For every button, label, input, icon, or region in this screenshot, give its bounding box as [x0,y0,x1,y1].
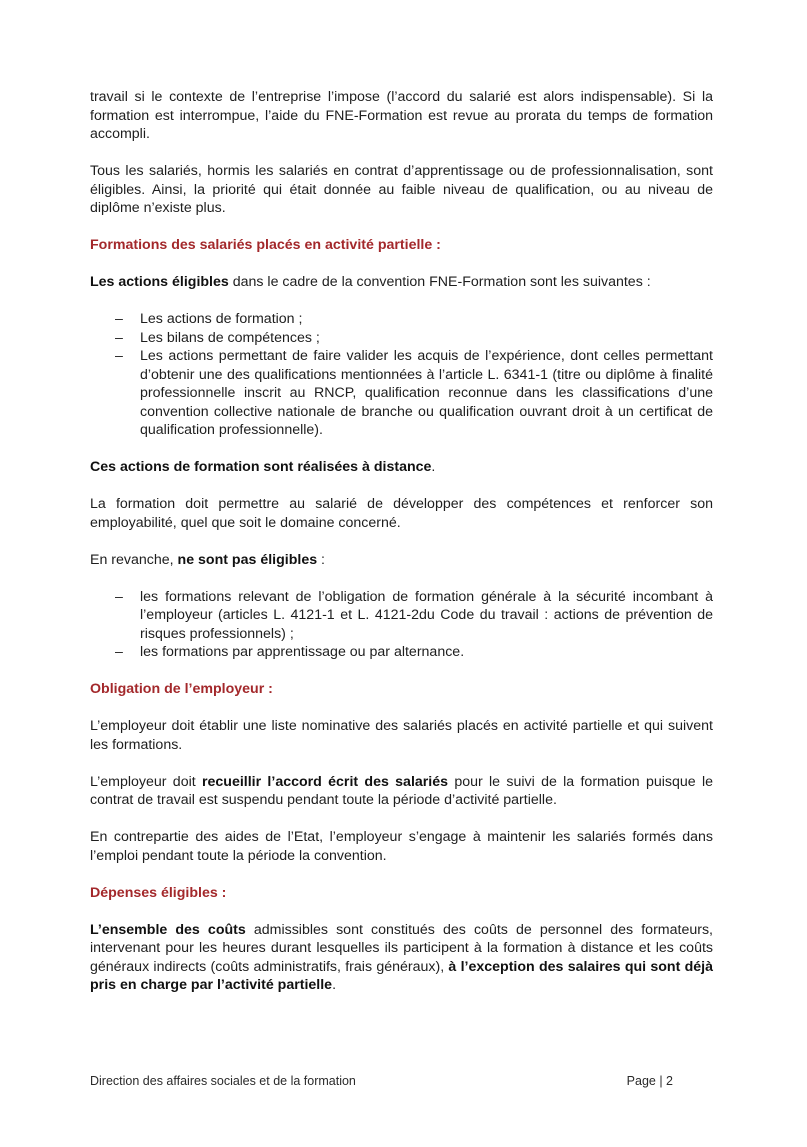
not-eligible-bold: ne sont pas éligibles [177,551,318,568]
distance-statement [90,458,713,477]
section-heading-activite-partielle: Formations des salariés placés en activité partielle : [90,237,441,253]
eligible-actions-intro [90,273,713,292]
depenses-mid: admissibles sont constitués des coûts de personnel des formateurs, intervenant pour les heures durant lesquelles ils participent à la formation à distance et les coûts généraux indirects (coûts administratifs, frais généraux), [90,921,713,975]
list-item: – les formations relevant de l’obligation de formation générale à la sécurité incombant à l’employeur (articles L. 4121-1 et L. 4121-2du Code du travail : actions de prévention de risques professionnels) ; [90,588,713,644]
section-heading-depenses: Dépenses éligibles : [90,884,227,901]
footer-department: Direction des affaires sociales et de la formation [90,1074,356,1088]
obligation-p2-post: pour le suivi de la formation puisque le contrat de travail est suspendu pendant toute la période d’activité partielle. [90,773,713,808]
distance-statement-end: . [431,459,436,475]
page-content [90,88,713,1013]
development-paragraph: La formation doit permettre au salarié de développer des compétences et renforcer son employabilité, quel que soit le domaine concerné. [90,496,713,531]
list-item: – Les bilans de compétences ; [90,329,713,348]
depenses-bold-2: à l’exception des salaires qui sont déjà pris en charge par l’activité partielle [90,958,713,993]
not-eligible-list [90,588,713,662]
obligation-paragraph-3: En contrepartie des aides de l’Etat, l’employeur s’engage à maintenir les salariés formés dans l’emploi pendant toute la période la convention. [90,829,713,864]
obligation-paragraph-1: L’employeur doit établir une liste nominative des salariés placés en activité partielle et qui suivent les formations. [90,718,713,753]
intro-paragraph-1: travail si le contexte de l’entreprise l’impose (l’accord du salarié est alors indispensable). Si la formation est interrompue, l’aide du FNE-Formation est revue au prorata du temps de formation accompli. [90,89,713,142]
depenses-end: . [332,977,337,993]
not-eligible-post: : [317,551,325,568]
intro-paragraph-2: Tous les salariés, hormis les salariés en contrat d’apprentissage ou de professionnalisation, sont éligibles. Ainsi, la priorité qui était donnée au faible niveau de qualification, ou au niveau de diplôme n’existe plus. [90,163,713,216]
list-item: – Les actions de formation ; [90,310,713,329]
footer-page-number: Page | 2 [626,1074,673,1088]
obligation-paragraph-2 [90,773,713,810]
eligible-actions-list [90,310,713,440]
eligible-actions-bold: Les actions éligibles [90,274,229,290]
obligation-p2-bold: recueillir l’accord écrit des salariés [201,773,449,790]
not-eligible-pre: En revanche, [90,551,178,568]
section-heading-obligation: Obligation de l’employeur : [90,681,273,697]
eligible-actions-rest: dans le cadre de la convention FNE-Formation sont les suivantes : [228,274,651,290]
distance-statement-bold: Ces actions de formation sont réalisées à distance [90,459,432,475]
depenses-bold-1: L’ensemble des coûts [90,921,246,938]
list-item: – les formations par apprentissage ou par alternance. [90,643,713,662]
obligation-p2-pre: L’employeur doit [90,773,202,790]
not-eligible-intro [90,551,713,570]
depenses-paragraph [90,921,713,995]
list-item: – Les actions permettant de faire valider les acquis de l’expérience, dont celles permettant d’obtenir une des qualifications mentionnées à l’article L. 6341-1 (titre ou diplôme à finalité professionnelle inscrit au RNCP, qualification reconnue dans les classifications d’une convention collective nationale de branche ou qualification ouvrant droit à un certificat de qualification professionnelle). [90,347,713,440]
